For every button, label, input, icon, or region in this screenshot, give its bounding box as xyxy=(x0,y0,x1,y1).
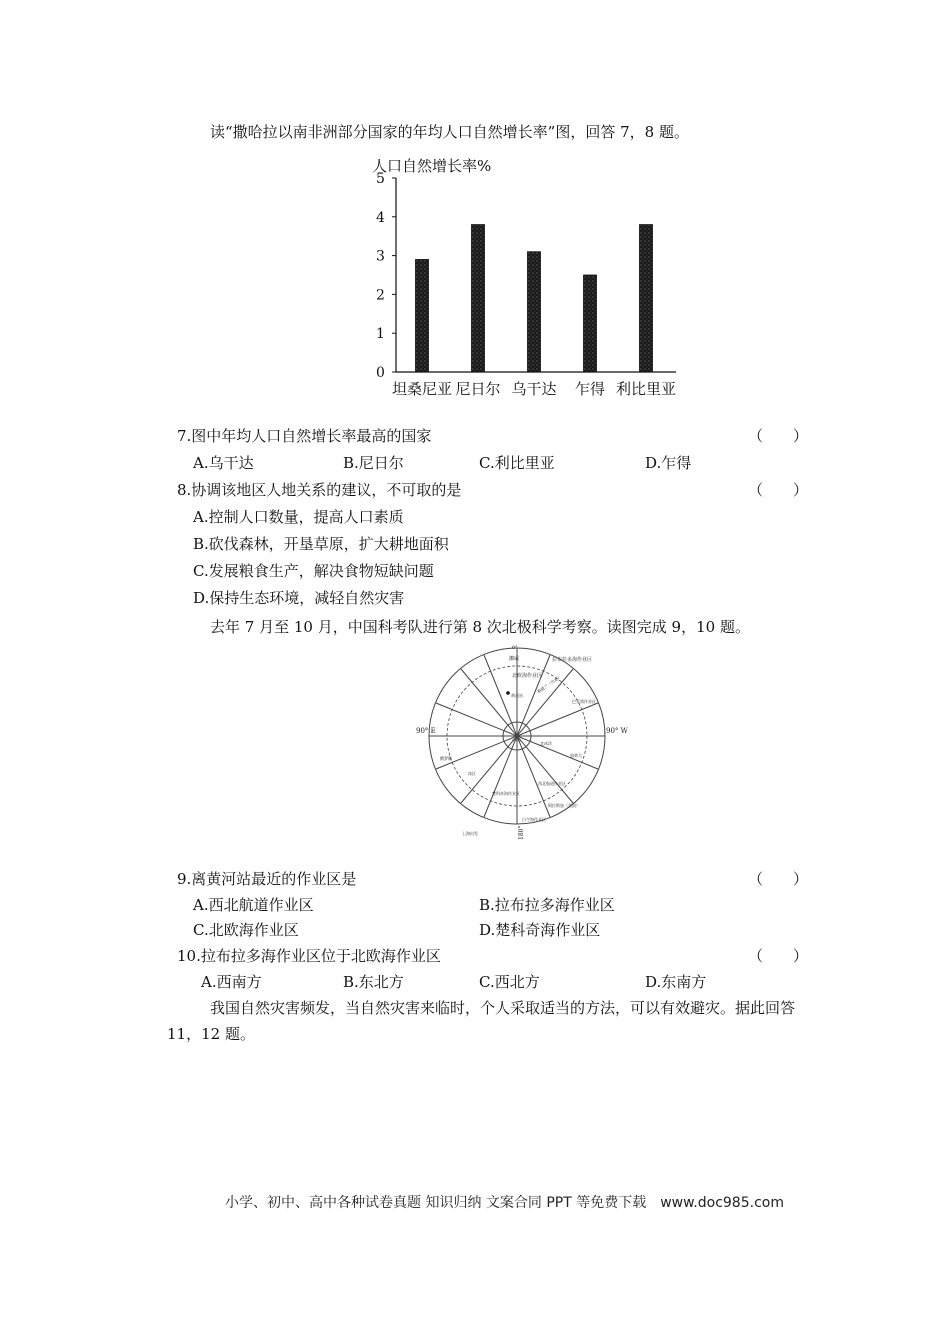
map-lon-right: 90° W xyxy=(606,727,628,735)
map-label-central-zone: 中央区 xyxy=(512,738,522,742)
map-label-northwest-passage-zone: 西北航道作业区 xyxy=(538,781,566,786)
q7-option-c[interactable]: C.利比里亚 xyxy=(479,454,555,472)
q7-answer-blank[interactable]: （ ） xyxy=(748,427,809,445)
map-label-labrador-zone: 拉布拉多海作业区 xyxy=(552,657,593,663)
q9-answer-blank[interactable]: （ ） xyxy=(748,870,809,888)
chart-x-tick-label: 坦桑尼亚 xyxy=(391,380,453,398)
q7-option-a[interactable]: A.乌干达 xyxy=(193,454,254,472)
q9-option-c[interactable]: C.北欧海作业区 xyxy=(193,921,299,939)
q10-option-c[interactable]: C.西北方 xyxy=(479,973,540,991)
q10-option-b[interactable]: B.东北方 xyxy=(343,973,404,991)
q8-option-d[interactable]: D.保持生态环境，减轻自然灾害 xyxy=(193,589,405,607)
huanghe-station-marker xyxy=(506,691,510,695)
arctic-expedition-map xyxy=(416,645,640,845)
q9-option-b[interactable]: B.拉布拉多海作业区 xyxy=(479,896,615,914)
chart-y-tick-label: 5 xyxy=(376,171,385,187)
map-label-baffin-zone: 巴芬湾作业区 xyxy=(572,699,596,704)
map-label-ice-zone: 冰区 xyxy=(468,771,476,776)
intro-q11-12-line2: 11，12 题。 xyxy=(167,1025,255,1043)
chart-bar xyxy=(640,225,653,372)
q8-stem: 8.协调该地区人地关系的建议，不可取的是 xyxy=(177,481,462,499)
q9-option-a[interactable]: A.西北航道作业区 xyxy=(193,896,314,914)
q7-option-d[interactable]: D.乍得 xyxy=(645,454,692,472)
chart-y-axis-label: 人口自然增长率% xyxy=(372,157,492,175)
chart-y-tick-label: 0 xyxy=(376,365,385,381)
map-label-nordic-sea-zone: 北欧海作业区 xyxy=(512,673,543,679)
map-label-shanghai: 上海出发 xyxy=(462,831,478,836)
q8-option-c[interactable]: C.发展粮食生产，解决食物短缺问题 xyxy=(193,562,434,580)
chart-x-tick-label: 利比里亚 xyxy=(615,380,677,398)
chart-bars xyxy=(416,225,653,372)
q10-answer-blank[interactable]: （ ） xyxy=(748,947,809,965)
chart-y-tick-label: 2 xyxy=(376,287,385,304)
map-label-greenland: 格陵兰（丹麦） xyxy=(536,673,563,695)
q10-option-d[interactable]: D.东南方 xyxy=(645,973,707,991)
map-label-canada: 加拿大 xyxy=(570,753,582,758)
chart-bar xyxy=(584,275,597,372)
map-label-chukchi-zone: 楚科奇海作业区 xyxy=(492,791,520,796)
map-label-huanghe-station: 黄河站 xyxy=(511,693,523,698)
chart-y-ticks xyxy=(376,171,396,381)
map-label-arctic-ocean: 北冰洋 xyxy=(540,741,552,746)
map-lon-bottom: 180° xyxy=(518,825,525,840)
q8-option-a[interactable]: A.控制人口数量，提高人口素质 xyxy=(193,508,404,526)
page-footer: 小学、初中、高中各种试卷真题 知识归纳 文案合同 PPT 等免费下载 www.doc985.com xyxy=(225,1195,784,1211)
chart-bar xyxy=(528,252,541,372)
q7-stem: 7.图中年均人口自然增长率最高的国家 xyxy=(177,427,432,445)
chart-bar xyxy=(416,259,429,372)
chart-x-tick-label: 乌干达 xyxy=(511,380,557,398)
intro-q9-10: 去年 7 月至 10 月，中国科考队进行第 8 次北极科学考察。读图完成 9，10 题。 xyxy=(210,618,750,636)
chart-x-labels xyxy=(392,380,676,398)
map-lon-top: 0° xyxy=(512,645,518,651)
map-label-norway: 挪威 xyxy=(509,656,520,662)
q7-option-b[interactable]: B.尼日尔 xyxy=(343,454,404,472)
intro-q11-12-line1: 我国自然灾害频发，当自然灾害来临时，个人采取适当的方法，可以有效避灾。据此回答 xyxy=(210,999,796,1017)
chart-x-tick-label: 尼日尔 xyxy=(455,380,501,398)
population-growth-chart xyxy=(360,152,680,407)
map-label-alaska: 阿拉斯加（美国） xyxy=(548,803,580,808)
q9-stem: 9.离黄河站最近的作业区是 xyxy=(177,870,357,888)
intro-q7-8: 读“撒哈拉以南非洲部分国家的年均人口自然增长率”图，回答 7，8 题。 xyxy=(210,123,689,141)
q10-option-a[interactable]: A.西南方 xyxy=(201,973,262,991)
chart-y-tick-label: 3 xyxy=(376,248,385,265)
map-label-russia: 俄罗斯 xyxy=(440,756,452,761)
chart-y-tick-label: 4 xyxy=(376,209,385,226)
chart-y-tick-label: 1 xyxy=(376,326,385,343)
q8-answer-blank[interactable]: （ ） xyxy=(748,481,809,499)
chart-bar xyxy=(472,225,485,372)
map-lon-left: 90° E xyxy=(416,727,436,735)
q9-option-d[interactable]: D.楚科奇海作业区 xyxy=(479,921,601,939)
map-label-bering-zone: 白令海作业区 xyxy=(522,817,546,822)
chart-x-tick-label: 乍得 xyxy=(574,380,606,398)
q8-option-b[interactable]: B.砍伐森林，开垦草原，扩大耕地面积 xyxy=(193,535,449,553)
q10-stem: 10.拉布拉多海作业区位于北欧海作业区 xyxy=(177,947,441,965)
